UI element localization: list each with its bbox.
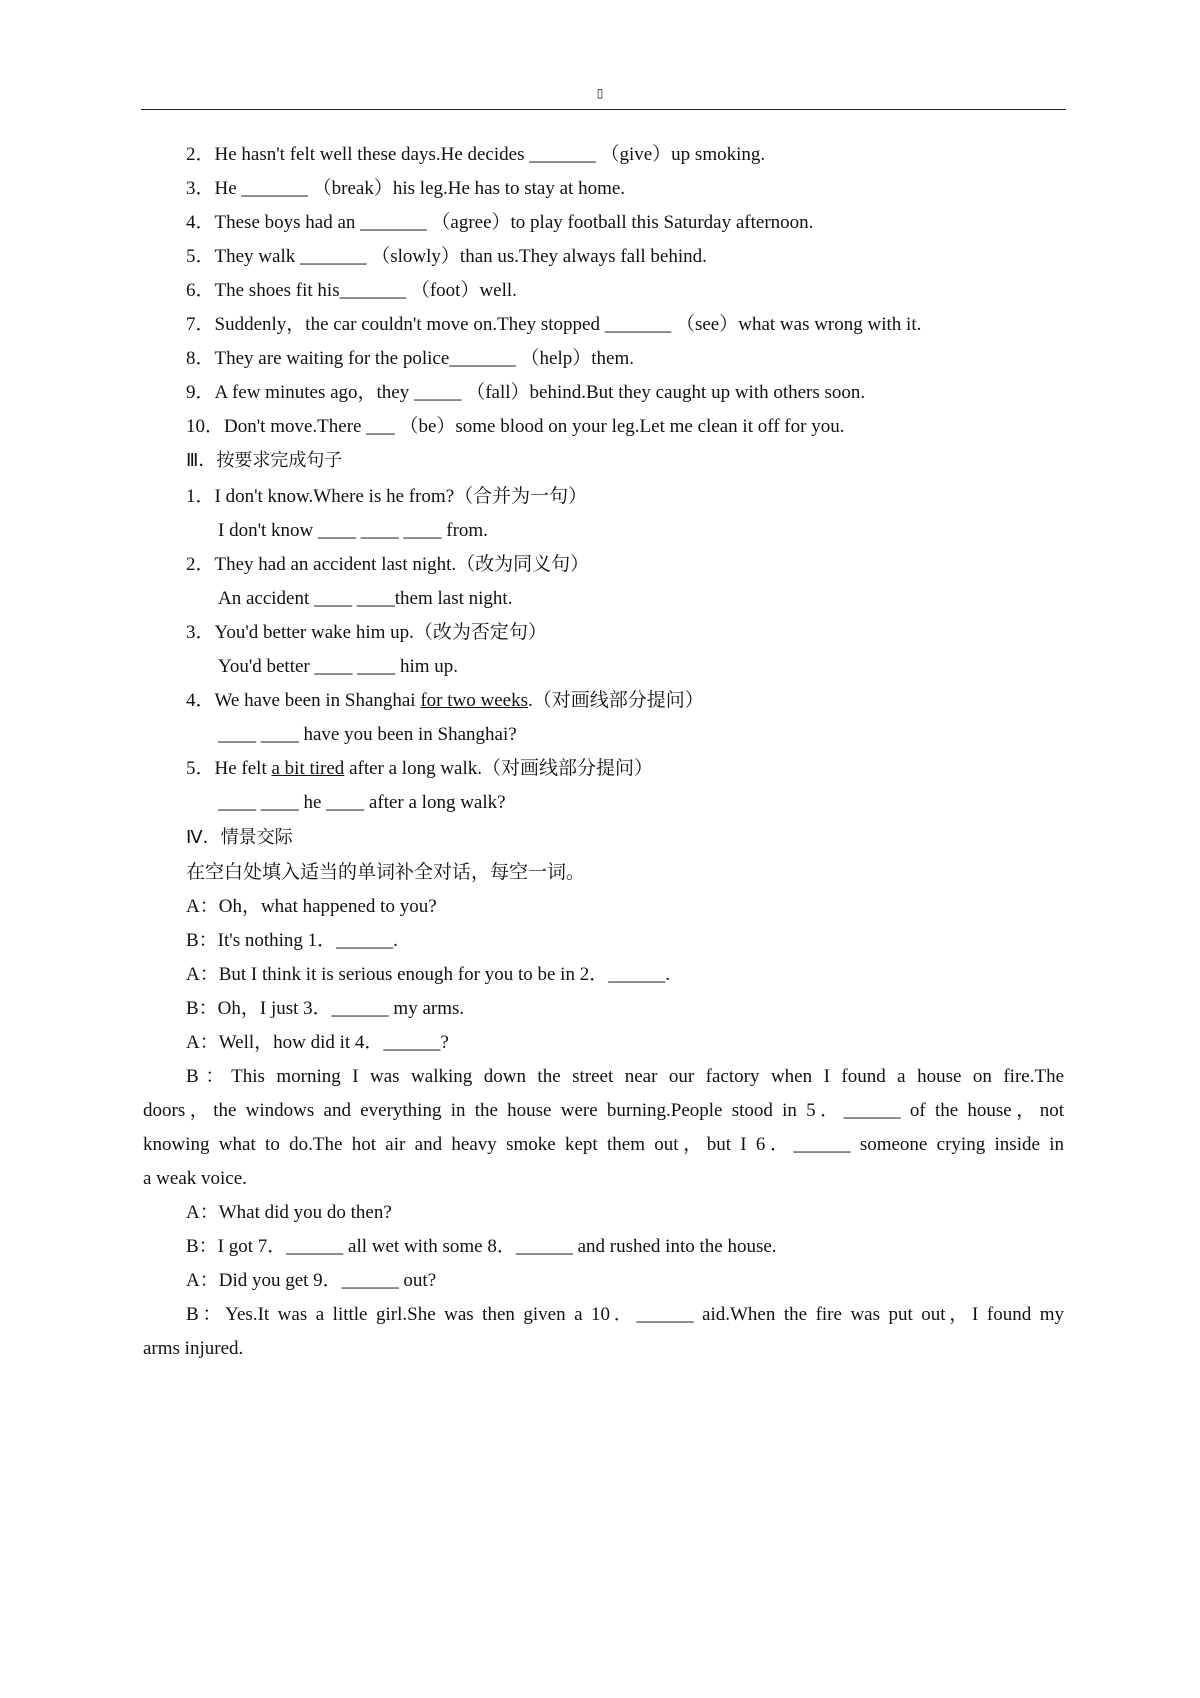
exercise-item-10: 10．Don't move.There ___ （be）some blood on your leg.Let me clean it off for you. bbox=[186, 416, 845, 437]
sentence-answer-2: An accident ____ ____them last night. bbox=[218, 588, 513, 609]
exercise-item-4: 4．These boys had an _______ （agree）to play football this Saturday afternoon. bbox=[186, 212, 814, 233]
exercise-item-7: 7．Suddenly，the car couldn't move on.They stopped _______ （see）what was wrong with it. bbox=[186, 314, 922, 335]
page-header-mark: ▯ bbox=[596, 86, 604, 100]
section-4-heading: Ⅳ．情景交际 bbox=[186, 827, 293, 848]
dialogue-line: B：I got 7．______ all wet with some 8．______ and rushed into the house. bbox=[186, 1236, 777, 1257]
exercise-item-3: 3．He _______ （break）his leg.He has to stay at home. bbox=[186, 178, 626, 199]
underlined-phrase: for two weeks bbox=[420, 690, 528, 711]
dialogue-line: B：Oh，I just 3．______ my arms. bbox=[186, 998, 465, 1019]
paragraph-line: B：Yes.It was a little girl.She was then given a 10．______ aid.When the fire was put out，I found my bbox=[186, 1304, 1064, 1325]
section-3-heading: Ⅲ．按要求完成句子 bbox=[186, 450, 343, 471]
sentence-item-4: 4．We have been in Shanghai for two weeks.（对画线部分提问） bbox=[186, 690, 704, 711]
sentence-answer-5: ____ ____ he ____ after a long walk? bbox=[218, 792, 506, 813]
sentence-answer-4: ____ ____ have you been in Shanghai? bbox=[218, 724, 517, 745]
exercise-item-6: 6．The shoes fit his_______ （foot）well. bbox=[186, 280, 517, 301]
section-4-instruction: 在空白处填入适当的单词补全对话，每空一词。 bbox=[186, 862, 586, 883]
dialogue-line: B：It's nothing 1．______. bbox=[186, 930, 398, 951]
dialogue-line: A：Well，how did it 4．______? bbox=[186, 1032, 449, 1053]
exercise-item-5: 5．They walk _______ （slowly）than us.They always fall behind. bbox=[186, 246, 707, 267]
paragraph-line: knowing what to do.The hot air and heavy smoke kept them out，but I 6．______ someone crying inside in bbox=[143, 1134, 1064, 1155]
paragraph-line: arms injured. bbox=[143, 1338, 244, 1359]
sentence-item-3: 3．You'd better wake him up.（改为否定句） bbox=[186, 622, 547, 643]
sentence-item-5: 5．He felt a bit tired after a long walk.（对画线部分提问） bbox=[186, 758, 654, 779]
sentence-answer-3: You'd better ____ ____ him up. bbox=[218, 656, 459, 677]
dialogue-line: A：Did you get 9．______ out? bbox=[186, 1270, 437, 1291]
dialogue-line: A：Oh，what happened to you? bbox=[186, 896, 437, 917]
sentence-item-1: 1．I don't know.Where is he from?（合并为一句） bbox=[186, 486, 588, 507]
sentence-item-2: 2．They had an accident last night.（改为同义句） bbox=[186, 554, 590, 575]
exercise-item-2: 2．He hasn't felt well these days.He decides _______ （give）up smoking. bbox=[186, 144, 766, 165]
sentence-answer-1: I don't know ____ ____ ____ from. bbox=[218, 520, 488, 541]
paragraph-line: B：This morning I was walking down the street near our factory when I found a house on fire.The bbox=[186, 1066, 1064, 1087]
paragraph-line: doors，the windows and everything in the house were burning.People stood in 5．______ of the house，not bbox=[143, 1100, 1064, 1121]
dialogue-line: A：But I think it is serious enough for you to be in 2．______. bbox=[186, 964, 670, 985]
exercise-item-8: 8．They are waiting for the police_______ （help）them. bbox=[186, 348, 634, 369]
header-rule bbox=[141, 109, 1066, 110]
underlined-phrase: a bit tired bbox=[271, 758, 345, 779]
dialogue-line: A：What did you do then? bbox=[186, 1202, 392, 1223]
exercise-item-9: 9．A few minutes ago，they _____ （fall）behind.But they caught up with others soon. bbox=[186, 382, 866, 403]
paragraph-line: a weak voice. bbox=[143, 1168, 247, 1189]
